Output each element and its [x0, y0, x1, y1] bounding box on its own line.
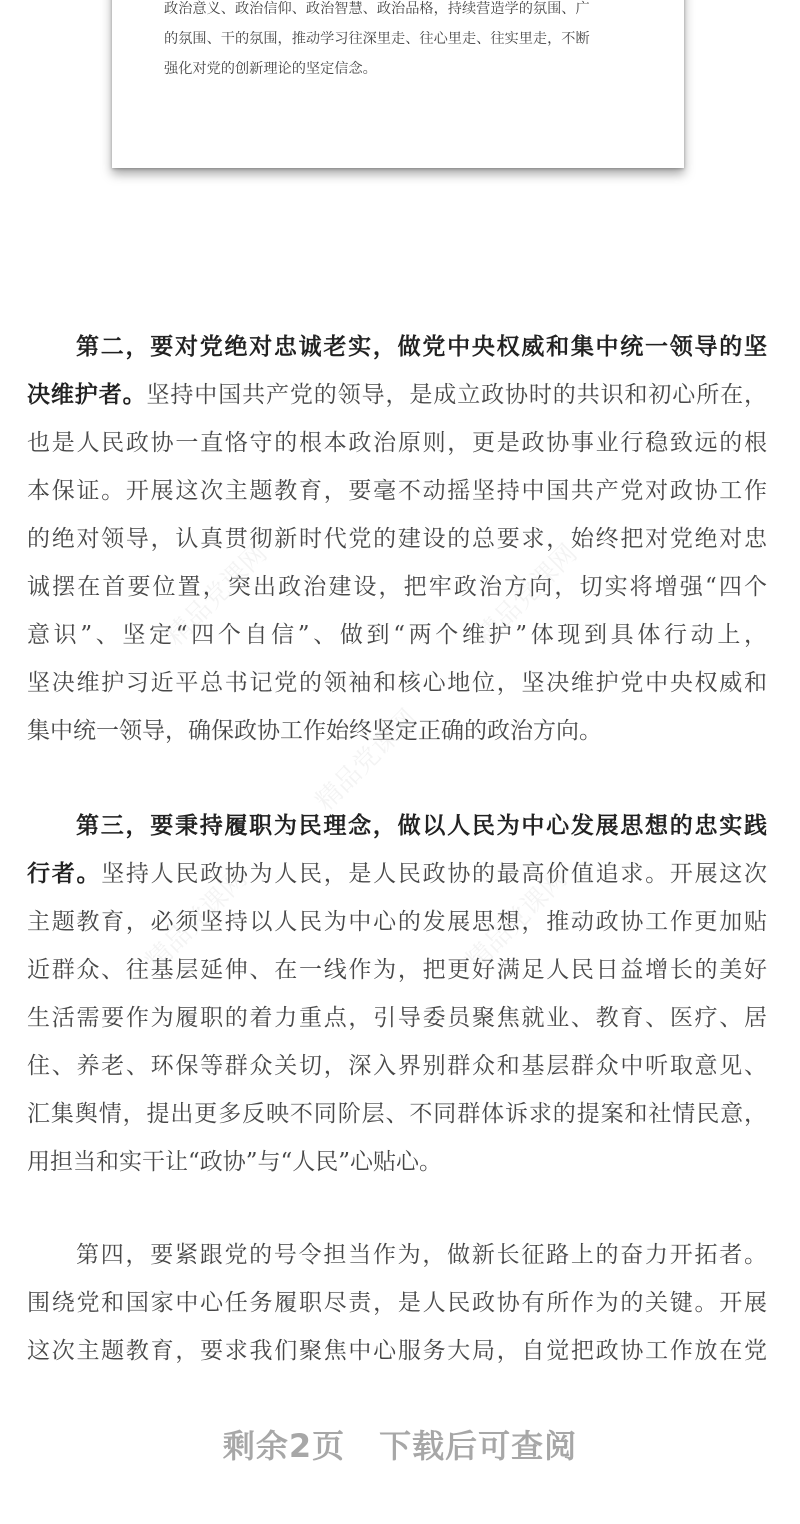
paragraph-text: 坚持中国共产党的领导，是成立政协时的共识和初心所在，	[146, 382, 767, 408]
paragraph-fourth	[27, 1231, 767, 1375]
paragraph-third	[27, 802, 767, 1186]
watermark: 精品党课网	[140, 863, 254, 977]
paragraph-line: 生活需要作为履职的着力重点，引导委员聚焦就业、教育、医疗、居	[27, 1005, 767, 1031]
paragraph-line: 的绝对领导，认真贯彻新时代党的建设的总要求，始终把对党绝对忠	[27, 526, 767, 552]
paragraph-line: 用担当和实干让“政协”与“人民”心贴心。	[27, 1149, 443, 1175]
paragraph-line: 意识”、坚定“四个自信”、做到“两个维护”体现到具体行动上，	[27, 622, 767, 648]
paragraph-lead: 第三，要秉持履职为民理念，做以人民为中心发展思想的忠实践	[76, 812, 767, 839]
card-text	[164, 0, 636, 84]
paragraph-line: 围绕党和国家中心任务履职尽责，是人民政协有所作为的关键。开展	[27, 1290, 767, 1316]
paragraph-lead: 第四，要紧跟党的号令担当作为，做新长征路上的奋力开拓者。	[76, 1242, 767, 1268]
card-line: 的氛围、干的氛围，推动学习往深里走、往心里走、往实里走，不断	[164, 31, 590, 47]
paragraph-text: 坚持人民政协为人民，是人民政协的最高价值追求。开展这次	[101, 861, 768, 887]
download-to-read-banner[interactable]	[0, 1418, 800, 1474]
paragraph-second	[27, 323, 767, 755]
download-prompt-text: 下载后可查阅	[379, 1427, 578, 1465]
paragraph-line: 坚决维护习近平总书记党的领袖和核心地位，坚决维护党中央权威和	[27, 670, 767, 696]
remaining-pages-text: 剩余2页	[222, 1427, 346, 1465]
card-line: 强化对党的创新理论的坚定信念。	[164, 61, 377, 77]
paragraph-line	[27, 371, 767, 419]
paragraph-line: 集中统一领导，确保政协工作始终坚定正确的政治方向。	[27, 718, 602, 744]
paragraph-lead: 第二，要对党绝对忠诚老实，做党中央权威和集中统一领导的坚	[76, 333, 767, 360]
document-preview-card	[112, 0, 684, 168]
card-line: 政治意义、政治信仰、政治智慧、政治品格，持续营造学的氛围、广	[164, 1, 590, 17]
paragraph-line: 本保证。开展这次主题教育，要毫不动摇坚持中国共产党对政协工作	[27, 478, 767, 504]
paragraph-line: 诚摆在首要位置，突出政治建设，把牢政治方向，切实将增强“四个	[27, 574, 767, 600]
watermark: 精品党课网	[460, 863, 574, 977]
watermark: 精品党课网	[470, 538, 584, 652]
paragraph-lead-tail: 行者。	[27, 860, 102, 887]
watermark: 精品党课网	[310, 703, 424, 817]
paragraph-line: 住、养老、环保等群众关切，深入界别群众和基层群众中听取意见、	[27, 1053, 767, 1079]
paragraph-line: 主题教育，必须坚持以人民为中心的发展思想，推动政协工作更加贴	[27, 909, 767, 935]
paragraph-lead-tail: 决维护者。	[27, 381, 147, 408]
paragraph-line: 近群众、往基层延伸、在一线作为，把更好满足人民日益增长的美好	[27, 957, 767, 983]
paragraph-line	[27, 850, 767, 898]
paragraph-line: 这次主题教育，要求我们聚焦中心服务大局，自觉把政协工作放在党	[27, 1338, 767, 1364]
paragraph-line: 也是人民政协一直恪守的根本政治原则，更是政协事业行稳致远的根	[27, 430, 767, 456]
paragraph-line: 汇集舆情，提出更多反映不同阶层、不同群体诉求的提案和社情民意，	[27, 1101, 767, 1127]
watermark: 精品党课网	[160, 538, 274, 652]
